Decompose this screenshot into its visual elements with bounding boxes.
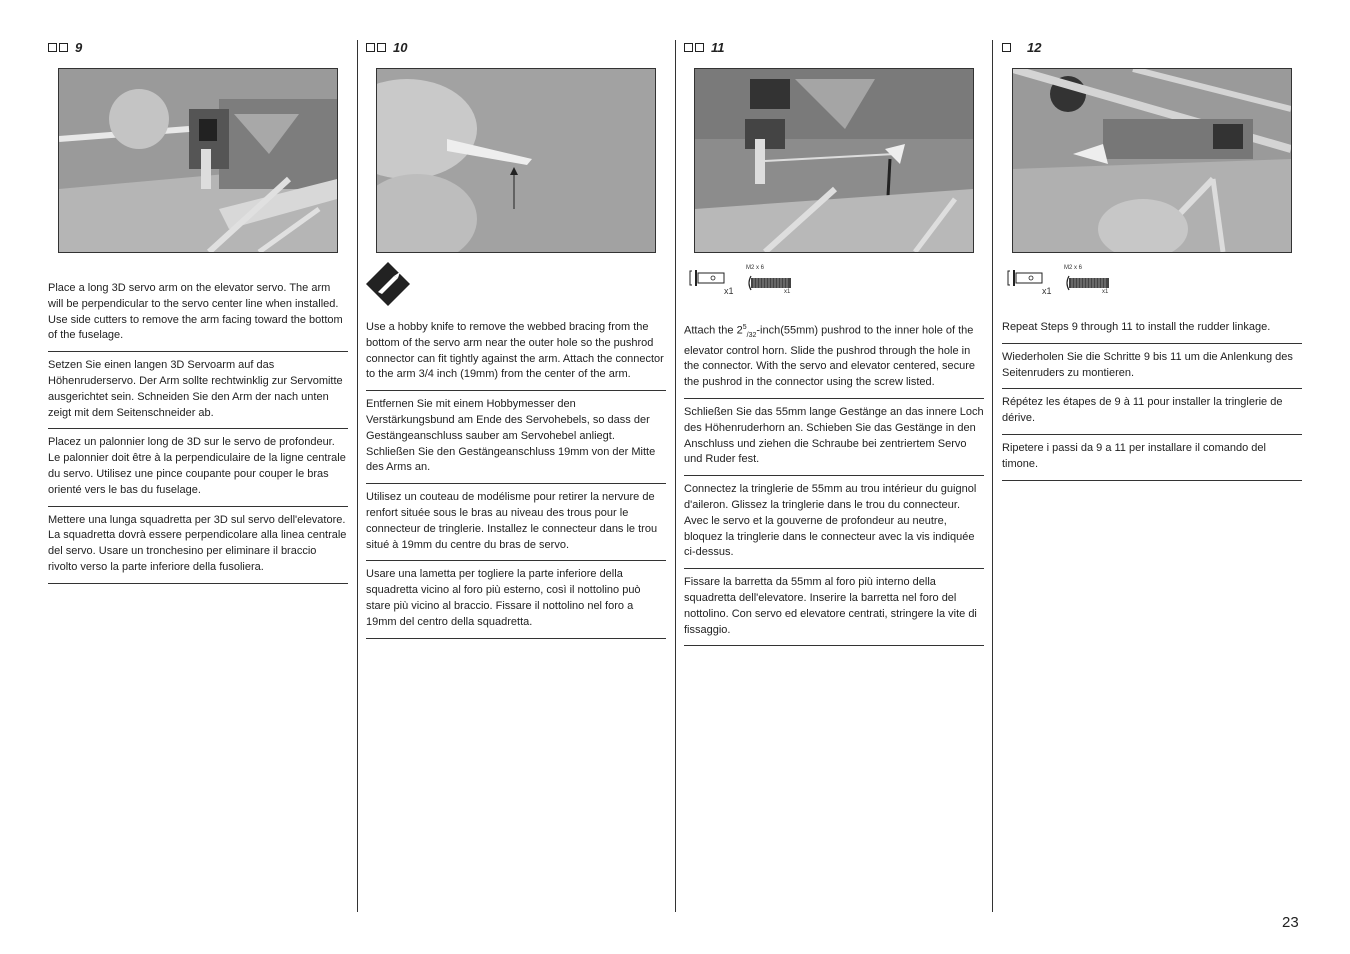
instruction-fr: Utilisez un couteau de modélisme pour retirer la nervure de renfort située sous le bras au niveau des trous pour le connecteur de tringlerie. Installez le connecteur dans le trou situé à 19mm du centre du bras de servo. xyxy=(366,488,666,561)
instruction-de: Setzen Sie einen langen 3D Servoarm auf das Höhenruderservo. Der Arm sollte rechtwinklig zur Servomitte ausgerichtet sein. Schneiden Sie den Arm der nach unten zeigt mit dem Seitenschneider ab. xyxy=(48,356,348,429)
column-divider xyxy=(357,40,358,912)
step-number: 10 xyxy=(393,39,408,55)
fraction-denominator: /32 xyxy=(746,331,757,339)
checkbox-icon[interactable] xyxy=(59,43,68,52)
column-divider xyxy=(675,40,676,912)
screw-label: M2 x 6 xyxy=(1064,265,1083,271)
instruction-fr: Connectez la tringlerie de 55mm au trou intérieur du guignol d'aileron. Glissez la tringlerie dans le trou du connecteur. Avec le servo et la gouverne de profondeur au neutre, bloquez la tringlerie dans le connecteur avec la vis indiquée ci-dessus. xyxy=(684,480,984,569)
step-10-column xyxy=(366,38,666,628)
checkbox-icon[interactable] xyxy=(684,43,693,52)
step-11-text xyxy=(684,318,984,650)
instruction-en-rest: -inch(55mm) pushrod to the inner hole of the elevator control horn. Slide the pushrod through the hole in the connector. With the servo and elevator centered, secure the pushrod in the connector using the screw listed. xyxy=(684,324,976,389)
step-9-photo xyxy=(58,68,338,253)
instruction-en: Place a long 3D servo arm on the elevator servo. The arm will be perpendicular to the servo center line when installed. Use side cutters to remove the arm facing toward the bottom of the fuselage. xyxy=(48,279,348,352)
column-divider xyxy=(992,40,993,912)
instruction-de: Schließen Sie das 55mm lange Gestänge an das innere Loch des Höhenruderhorn an. Schieben Sie das Gestänge in den Anschluss und ziehen die Schraube bei zentriertem Servo und Ruder fest. xyxy=(684,403,984,476)
step-12-text xyxy=(1002,318,1302,485)
step-10-header xyxy=(366,38,666,56)
connector-quantity: x1 xyxy=(1042,286,1052,296)
step-12-photo xyxy=(1012,68,1292,253)
step-12-parts xyxy=(1002,264,1142,300)
step-10-photo xyxy=(376,68,656,253)
pushrod-connector-icon xyxy=(688,268,726,288)
step-number: 12 xyxy=(1027,39,1042,55)
fraction-numerator: 5 xyxy=(742,324,747,331)
step-11-header xyxy=(684,38,984,56)
screw-label: M2 x 6 xyxy=(746,265,765,271)
checkbox-icon[interactable] xyxy=(366,43,375,52)
step-9-header xyxy=(48,38,348,56)
step-10-text xyxy=(366,318,666,643)
instruction-de: Wiederholen Sie die Schritte 9 bis 11 um die Anlenkung des Seitenruders zu montieren. xyxy=(1002,348,1302,390)
instruction-it: Mettere una lunga squadretta per 3D sul servo dell'elevatore. La squadretta dovrà essere perpendicolare alla linea centrale del servo. Usare un tronchesino per eliminare il braccio rivolto verso la parte inferiore della fusoliera. xyxy=(48,511,348,584)
checkbox-icon[interactable] xyxy=(1002,43,1011,52)
step-12-column xyxy=(1002,38,1302,470)
checkbox-icon[interactable] xyxy=(48,43,57,52)
step-12-header xyxy=(1002,38,1302,56)
instruction-de: Entfernen Sie mit einem Hobbymesser den Verstärkungsbund am Ende des Servohebels, so dass der Gestängeanschluss sauber am Servohebel anliegt. Schließen Sie den Gestängeanschluss 19mm von der Mitte des Arms an. xyxy=(366,395,666,484)
step-11-parts xyxy=(684,264,824,300)
step-9-text xyxy=(48,279,348,588)
screw-quantity: x1 xyxy=(1102,289,1109,295)
step-11-photo xyxy=(694,68,974,253)
instruction-it: Ripetere i passi da 9 a 11 per installare il comando del timone. xyxy=(1002,439,1302,481)
instruction-it: Usare una lametta per togliere la parte inferiore della squadretta vicino al foro più esterno, così il nottolino può stare più vicino al braccio. Fissare il nottolino nel foro a 19mm del centro della squadretta. xyxy=(366,565,666,638)
page-number: 23 xyxy=(1282,914,1299,931)
screw-quantity: x1 xyxy=(784,289,791,295)
pushrod-connector-icon xyxy=(1006,268,1044,288)
instruction-en xyxy=(684,318,984,399)
step-number: 11 xyxy=(711,39,725,55)
connector-quantity: x1 xyxy=(724,286,734,296)
instruction-en: Repeat Steps 9 through 11 to install the rudder linkage. xyxy=(1002,318,1302,344)
step-9-column xyxy=(48,38,348,573)
instruction-fr: Répétez les étapes de 9 à 11 pour installer la tringlerie de dérive. xyxy=(1002,393,1302,435)
checkbox-icon[interactable] xyxy=(377,43,386,52)
instruction-it: Fissare la barretta da 55mm al foro più interno della squadretta dell'elevatore. Inserire la barretta nel foro del nottolino. Con servo ed elevatore centrati, stringere la vite di fissaggio. xyxy=(684,573,984,646)
hobby-knife-icon xyxy=(366,262,410,306)
checkbox-icon[interactable] xyxy=(695,43,704,52)
step-11-column xyxy=(684,38,984,636)
instruction-fr: Placez un palonnier long de 3D sur le servo de profondeur. Le palonnier doit être à la perpendiculaire de la ligne centrale du servo. Utilisez une pince coupante pour couper le bras orienté vers le bas du fuselage. xyxy=(48,433,348,506)
step-number: 9 xyxy=(75,39,83,55)
instruction-en-start: Attach the 2 xyxy=(684,324,743,337)
instruction-en: Use a hobby knife to remove the webbed bracing from the bottom of the servo arm near the outer hole so the pushrod connector can fit tightly against the arm. Attach the connector to the arm 3/4 inch (19mm) from the center of the arm. xyxy=(366,318,666,391)
